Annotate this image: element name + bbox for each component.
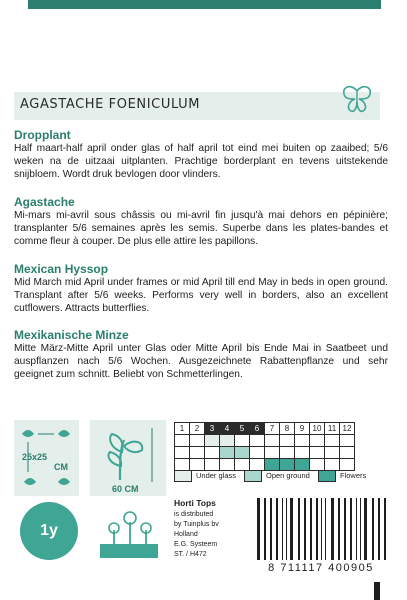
calendar-month-7: 7 xyxy=(265,423,280,435)
calendar-row xyxy=(175,447,355,459)
top-color-bar xyxy=(28,0,381,9)
section-text: Mid March mid April under frames or mid April till end May in beds in open ground. Transplant after 5/6 weeks. Performs very well in borders, also an excellent cutflowers. Attracts butterflies. xyxy=(14,277,388,314)
barcode-bar xyxy=(290,498,293,560)
barcode-bar xyxy=(378,498,380,560)
calendar-cell xyxy=(280,435,295,447)
barcode-bar xyxy=(384,498,386,560)
calendar-month-3: 3 xyxy=(205,423,220,435)
calendar-cell xyxy=(265,459,280,471)
section-heading: Agastache xyxy=(14,195,75,209)
calendar-month-1: 1 xyxy=(175,423,190,435)
legend-swatch-glass xyxy=(174,470,192,482)
barcode-bar xyxy=(338,498,340,560)
barcode-bar xyxy=(264,498,266,560)
calendar-cell xyxy=(295,447,310,459)
calendar-table xyxy=(174,422,355,471)
barcode-number: 8 711117 400905 xyxy=(268,562,374,574)
calendar-cell xyxy=(175,435,190,447)
section-dutch xyxy=(14,128,388,181)
calendar-month-10: 10 xyxy=(310,423,325,435)
calendar-cell xyxy=(310,435,325,447)
calendar-header xyxy=(175,423,355,435)
barcode-bar xyxy=(257,498,260,560)
legend-label: Under glass xyxy=(196,471,237,480)
calendar-cell xyxy=(280,459,295,471)
spacing-panel xyxy=(14,420,79,496)
lifecycle-label: 1y xyxy=(40,522,58,539)
calendar-month-4: 4 xyxy=(220,423,235,435)
calendar-cell xyxy=(310,447,325,459)
calendar-cell xyxy=(295,459,310,471)
barcode-bar xyxy=(325,498,326,560)
barcode-bar xyxy=(270,498,272,560)
annual-badge xyxy=(20,502,78,560)
calendar-month-8: 8 xyxy=(280,423,295,435)
calendar-cell xyxy=(340,435,355,447)
distributor-line: by Tuinplus bv xyxy=(174,521,219,528)
barcode-bar xyxy=(360,498,361,560)
sowing-tray-panel xyxy=(90,506,166,564)
section-text: Mitte März-Mitte April unter Glas oder Mitte April bis Ende Mai in Saatbeet und auspflanzen nach 5/6 Wochen. Ausgezeichnete Rabattenpflanze und sehr geeignet zum schnitt. Beliebt von Schmetterlingen. xyxy=(14,343,388,380)
sowing-tray-icon xyxy=(90,506,166,564)
legend-label: Flowers xyxy=(340,471,367,480)
distributor-line: ST. / H472 xyxy=(174,551,207,558)
distributor-line: E.G. Systeem xyxy=(174,541,218,548)
section-english xyxy=(14,262,388,315)
product-title: AGASTACHE FOENICULUM xyxy=(20,97,201,112)
barcode-bar xyxy=(316,498,318,560)
distributor-line: is distributed xyxy=(174,511,214,518)
distributor-line: Holland xyxy=(174,531,198,538)
barcode-bar xyxy=(344,498,346,560)
calendar-cell xyxy=(235,447,250,459)
section-heading: Mexican Hyssop xyxy=(14,262,109,276)
barcode-bar xyxy=(298,498,300,560)
barcode-bar xyxy=(372,498,374,560)
distributor-name: Horti Tops xyxy=(174,498,216,508)
calendar-cell xyxy=(325,447,340,459)
calendar-cell xyxy=(205,435,220,447)
section-german xyxy=(14,328,388,381)
barcode-bar xyxy=(331,498,334,560)
calendar-cell xyxy=(250,447,265,459)
calendar-cell xyxy=(220,435,235,447)
calendar-cell xyxy=(325,459,340,471)
calendar-cell xyxy=(235,435,250,447)
calendar-month-6: 6 xyxy=(250,423,265,435)
barcode-bar xyxy=(350,498,352,560)
calendar-cell xyxy=(325,435,340,447)
calendar-cell xyxy=(250,435,265,447)
section-heading: Mexikanische Minze xyxy=(14,328,129,342)
legend-swatch-open xyxy=(244,470,262,482)
calendar-cell xyxy=(265,435,280,447)
calendar-cell xyxy=(190,435,205,447)
calendar-cell xyxy=(220,447,235,459)
calendar-cell xyxy=(310,459,325,471)
calendar-cell xyxy=(235,459,250,471)
barcode-bar xyxy=(310,498,312,560)
barcode-image xyxy=(255,498,387,562)
calendar-cell xyxy=(220,459,235,471)
spacing-value: 25x25 xyxy=(22,452,48,462)
calendar-cell xyxy=(175,447,190,459)
section-text: Half maart-half april onder glas of half april tot eind mei buiten op zaaibed; 5/6 weken na de uitzaai uitplanten. Prachtige borderplant en tevens uitstekende snijbloem. Wordt druk bevlogen door vlinders. xyxy=(14,143,388,180)
calendar-legend xyxy=(174,470,384,482)
calendar-cell xyxy=(205,447,220,459)
calendar-month-12: 12 xyxy=(340,423,355,435)
calendar-cell xyxy=(340,459,355,471)
calendar-cell xyxy=(250,459,265,471)
calendar-cell xyxy=(175,459,190,471)
calendar-cell xyxy=(205,459,220,471)
growing-icons xyxy=(14,420,164,580)
calendar-cell xyxy=(340,447,355,459)
barcode-bar xyxy=(286,498,287,560)
butterfly-icon xyxy=(340,84,374,114)
barcode-bar xyxy=(282,498,283,560)
barcode-bar xyxy=(321,498,322,560)
calendar-row xyxy=(175,435,355,447)
calendar-month-2: 2 xyxy=(190,423,205,435)
calendar-row xyxy=(175,459,355,471)
height-panel xyxy=(90,420,166,496)
section-french xyxy=(14,195,388,248)
legend-label: Open ground xyxy=(266,471,310,480)
spacing-unit: CM xyxy=(54,462,68,472)
calendar-month-9: 9 xyxy=(295,423,310,435)
calendar-cell xyxy=(190,459,205,471)
barcode-bar xyxy=(356,498,357,560)
calendar-cell xyxy=(190,447,205,459)
barcode-bar xyxy=(304,498,306,560)
section-heading: Dropplant xyxy=(14,128,71,142)
barcode-bar xyxy=(276,498,278,560)
legend-swatch-flowers xyxy=(318,470,336,482)
calendar-cell xyxy=(265,447,280,459)
sowing-calendar xyxy=(174,422,355,471)
calendar-month-11: 11 xyxy=(325,423,340,435)
section-text: Mi-mars mi-avril sous châssis ou mi-avril fin jusqu'à mai dehors en pépinière; transplanter 5/6 semaines après les semis. Superbe dans les plates-bandes et comme fleur à couper. De plus elle attire les papillons. xyxy=(14,210,388,247)
calendar-cell xyxy=(295,435,310,447)
edge-mark xyxy=(374,582,380,600)
height-value: 60 CM xyxy=(112,484,139,494)
barcode-bar xyxy=(364,498,367,560)
calendar-month-5: 5 xyxy=(235,423,250,435)
distributor-info xyxy=(174,498,254,560)
calendar-cell xyxy=(280,447,295,459)
